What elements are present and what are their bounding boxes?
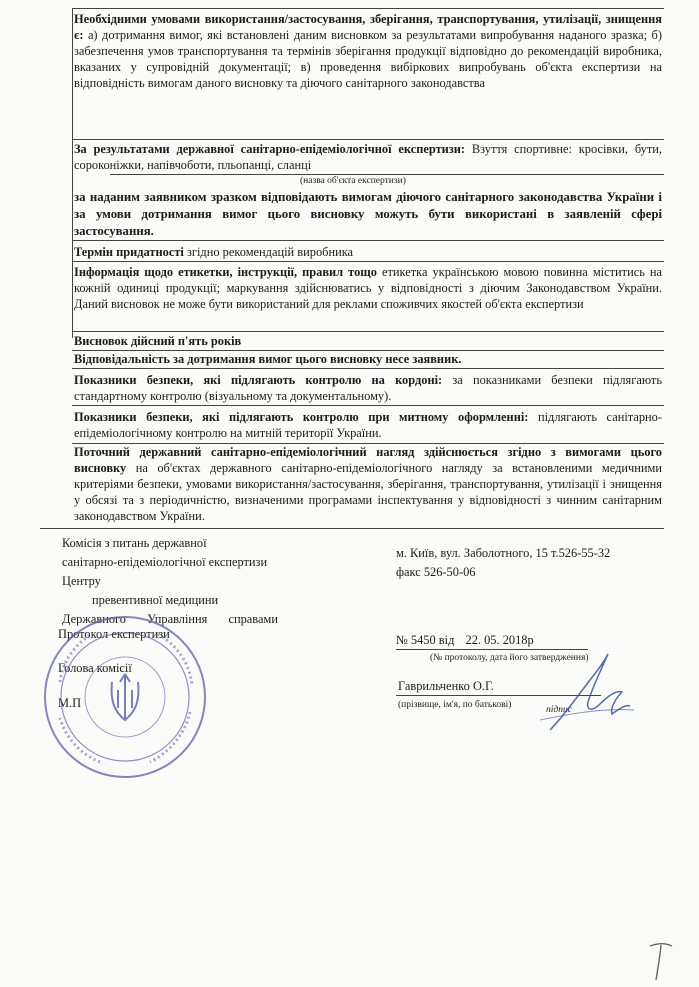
table-border-left [72,8,73,338]
conditions-title: Необхідними умовами використання/застосування, зберігання, транспортування, утилізації, знищення є: [74,12,662,42]
validity-value: п'ять років [177,334,242,348]
validity-row [74,333,662,349]
object-caption: (назва об'єкта експертизи) [300,176,406,186]
divider [40,528,664,529]
customs-control-label: Показники безпеки, які підлягають контролю при митному оформленні: [74,410,529,424]
results-block [74,141,662,173]
labeling-text: етикетка українською мовою повинна міститись на кожній одиниці продукції; маркування здійснюватись у відповідності з діючим Законодавством України. Даний висновок не може бути використаний для реклами споживчих якостей об'єкта експертизи [74,265,662,311]
labeling-label: Інформація щодо етикетки, інструкції, правил тощо [74,265,377,279]
shelf-life-row [74,244,662,260]
commission-line3: превентивної медицини [92,593,219,607]
supervision-block [74,444,662,524]
results-conclusion: за наданим заявником зразком відповідають вимогам діючого санітарного законодавства України і за умови дотримання вимог цього висновку можуть бути використані в заявленій сфері застосування. [74,190,662,238]
protocol-number-row [396,631,534,650]
object-underline [110,174,664,175]
conditions-block [74,11,662,91]
head-name: Гаврильченко О.Г. [398,679,494,693]
responsibility-text: Відповідальність за дотримання вимог цього висновку несе заявник. [74,352,462,366]
results-object: Взуття спортивне: кросівки, бути, сороконіжки, напівчоботи, пльопанці, сланці [74,142,662,172]
protocol-number: № 5450 від [396,633,455,647]
labeling-block [74,264,662,312]
name-caption: (прізвище, ім'я, по батькові) [398,700,512,710]
sign-caption: підпис [546,705,572,715]
supervision-label: Поточний державний санітарно-епідеміологічний нагляд здійснюється згідно з вимогами цього висновку [74,445,662,475]
protocol-label: Протокол експертизи [58,627,170,641]
page-mark-icon [646,940,676,982]
shelf-life-label: Термін придатності [74,245,184,259]
commission-line4: Державного Управління справами [62,612,278,626]
divider [72,368,664,369]
stamp-seal-icon [40,612,210,782]
divider [72,261,664,262]
divider [72,331,664,332]
protocol-date: 22. 05. 2018р [465,633,534,647]
validity-label: Висновок дійсний [74,334,175,348]
conditions-text: а) дотримання вимог, які встановлені даним висновком за результатами випробування наданого зразка; б) забезпечення умов транспортування та термінів зберігання продукції відповідно до рекомендацій виробника, вказаних у супровідній документації; в) проведення вибіркових випробувань об'єкта експертизи на відповідність вимогам даного висновку та діючого санітарного законодавства [74,28,662,90]
commission-line1: Комісія з питань державної [62,536,207,550]
protocol-caption: (№ протоколу, дата його затвердження) [430,653,589,663]
address-block [396,544,610,582]
results-title: За результатами державної санітарно-епідеміологічної експертизи: [74,142,466,156]
responsibility-row [74,351,662,367]
divider [72,139,664,140]
head-label: Голова комісії [58,661,132,675]
mp-label: М.П [58,696,82,710]
commission-fax: факс 526-50-06 [396,565,476,579]
border-control-text: за показниками безпеки підлягають стандартному контролю (візуальному та документальному). [74,373,662,403]
divider [72,405,664,406]
supervision-text: на об'єктах державного санітарно-епідеміологічного нагляду за встановленими медичними критеріями безпеки, умовами використання/застосування, зберігання, транспортування, утилізації і знищення у обсязі та з періодичністю, визначеними програмами інспектування у відповідності з чинним санітарним законодавством України. [74,461,662,523]
divider [72,240,664,241]
customs-control-block [74,409,662,441]
customs-control-text: підлягають санітарно-епідеміологічному контролю на митній території України. [74,410,662,440]
commission-line2: санітарно-епідеміологічної експертизи Центру [62,555,268,588]
border-control-block [74,372,662,404]
handwritten-signature-icon [530,650,640,740]
table-border-top [72,8,664,9]
commission-address: м. Київ, вул. Заболотного, 15 т.526-55-32 [396,546,611,560]
border-control-label: Показники безпеки, які підлягають контролю на кордоні: [74,373,443,387]
shelf-life-value: згідно рекомендацій виробника [187,245,354,259]
